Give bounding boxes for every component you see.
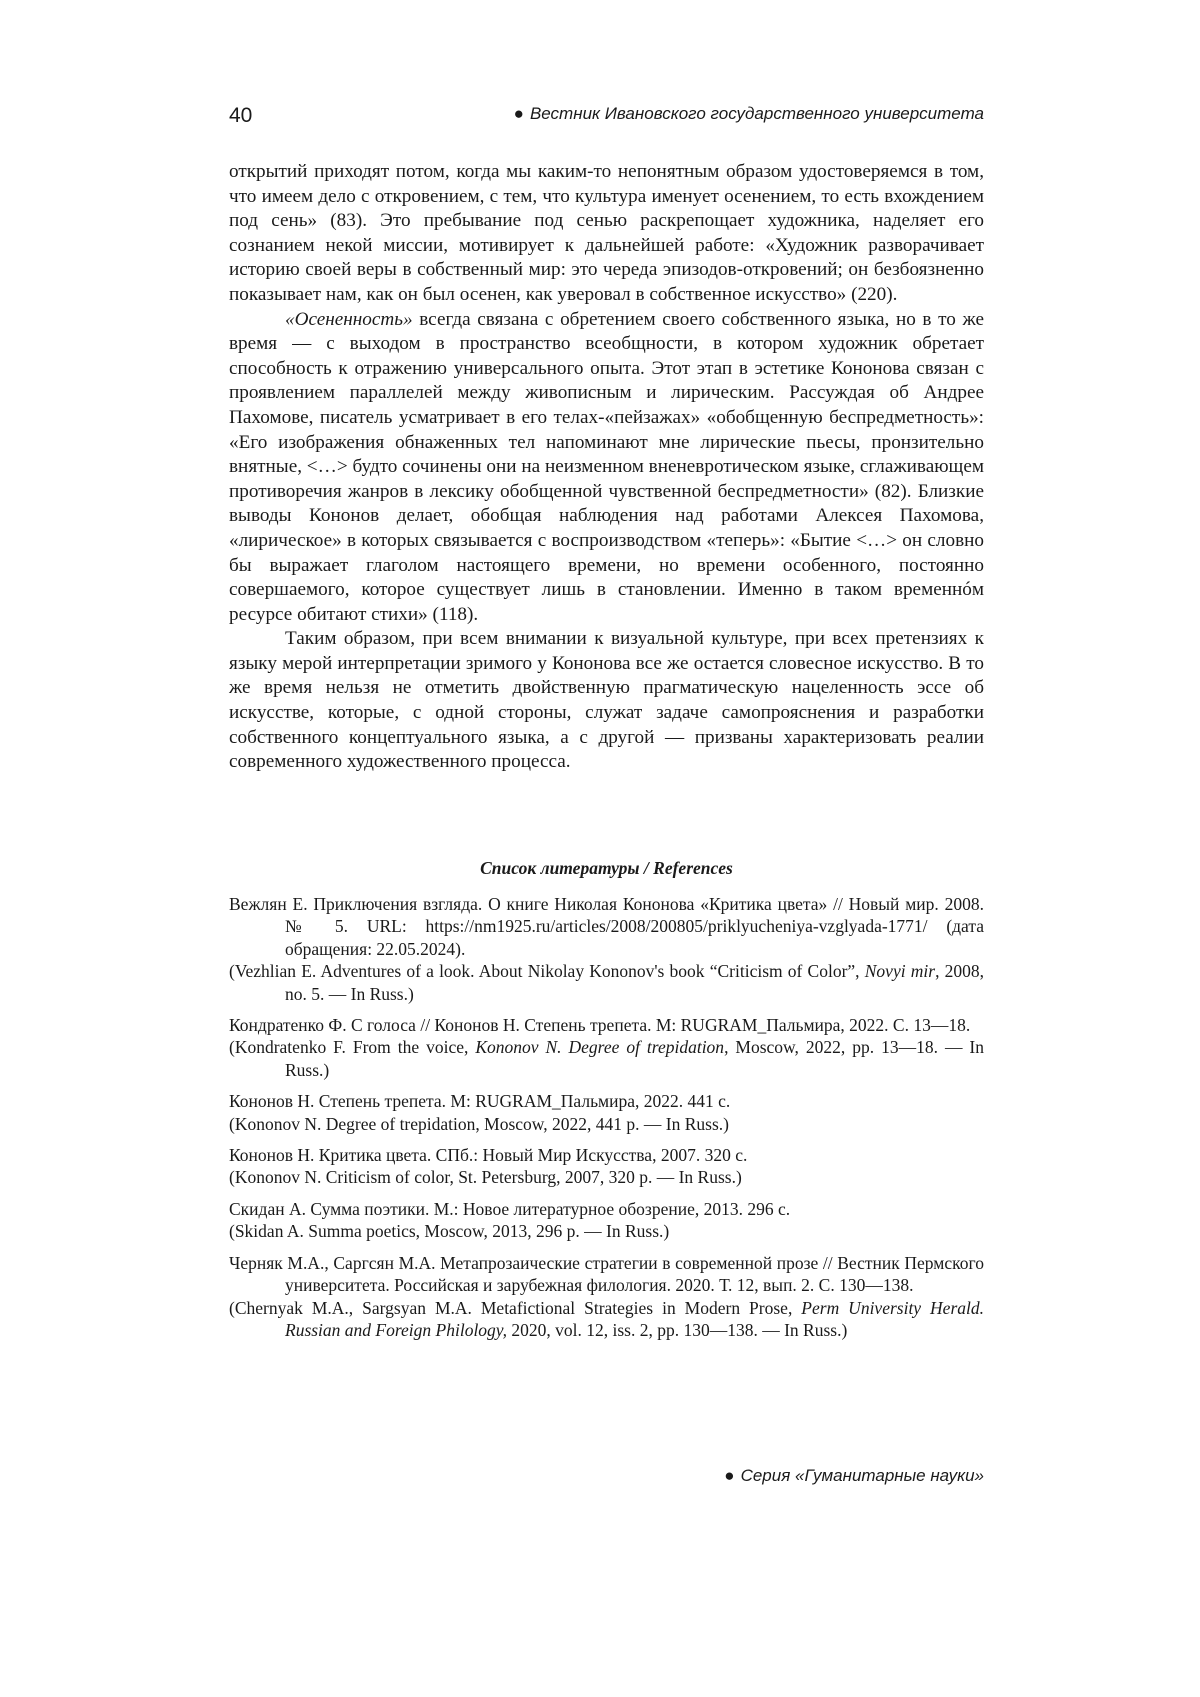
reference-ru: Кондратенко Ф. С голоса // Кононов Н. Степень трепета. М: RUGRAM_Пальмира, 2022. С. 13—18. bbox=[229, 1015, 971, 1036]
reference-entry bbox=[229, 1144, 984, 1189]
running-title bbox=[514, 104, 984, 124]
reference-en: (Kononov N. Degree of trepidation, Moscow, 2022, 441 p. — In Russ.) bbox=[229, 1113, 729, 1134]
reference-ru: Кононов Н. Критика цвета. СПб.: Новый Мир Искусства, 2007. 320 с. bbox=[229, 1145, 748, 1166]
reference-en-part: (Kondratenko F. From the voice, bbox=[229, 1037, 476, 1058]
reference-entry bbox=[229, 1198, 984, 1243]
reference-en-part: , 2008, no. 5. — In Russ.) bbox=[285, 961, 984, 1004]
reference-en bbox=[229, 960, 984, 1005]
reference-ru: Скидан А. Сумма поэтики. М.: Новое литературное обозрение, 2013. 296 с. bbox=[229, 1198, 791, 1219]
reference-ru: Кононов Н. Степень трепета. М: RUGRAM_Пальмира, 2022. 441 с. bbox=[229, 1091, 731, 1112]
reference-en-part: 2020, vol. 12, iss. 2, pp. 130—138. — In Russ.) bbox=[506, 1319, 848, 1340]
references-title: Список литературы / References bbox=[480, 858, 733, 878]
page-header bbox=[229, 100, 984, 132]
page-number: 40 bbox=[229, 104, 253, 127]
reference-en bbox=[229, 1036, 984, 1081]
reference-ru: Вежлян Е. Приключения взгляда. О книге Николая Кононова «Критика цвета» // Новый мир. 2008. № 5. URL: https://nm1925.ru/articles/2008/200805/priklyucheniya-vzglyada-1771/ (дата обращения: 22.05.2024). bbox=[229, 894, 984, 959]
reference-en-part: , Moscow, 2022, pp. 13—18. — In Russ.) bbox=[285, 1037, 984, 1080]
reference-en bbox=[229, 1297, 984, 1342]
paragraph-3: Таким образом, при всем внимании к визуальной культуре, при всех претензиях к языку мерой интерпретации зримого у Кононова все же остается словесное искусство. В то же время нельзя не отметить двойственную прагматическую нацеленность эссе об искусстве, которые, с одной стороны, служат задаче самопрояснения и разработки собственного концептуального языка, а с другой — призваны характеризовать реалии современного художественного процесса. bbox=[229, 628, 984, 773]
journal-title: Вестник Ивановского государственного университета bbox=[529, 104, 984, 123]
term-osenennost: «Осененность» bbox=[285, 308, 413, 330]
reference-en: (Kononov N. Criticism of color, St. Petersburg, 2007, 320 p. — In Russ.) bbox=[229, 1167, 742, 1188]
reference-en-part: (Vezhlian E. Adventures of a look. About Nikolay Kononov's book “Criticism of Color”, bbox=[229, 961, 865, 982]
article-body bbox=[229, 160, 984, 775]
reference-entry bbox=[229, 893, 984, 1005]
reference-entry bbox=[229, 1014, 984, 1081]
paragraph-2-text: всегда связана с обретением своего собственного языка, но в то же время — с выходом в пространство всеобщности, в котором художник обретает способность к отражению универсального опыта. Этот этап в эстетике Кононова связан с проявлением параллелей между живописным и лирическим. Рассуждая об Андрее Пахомове, писатель усматривает в его телах-«пейзажах» «обобщенную беспредметность»: «Его изображения обнаженных тел напоминают мне лирические пьесы, пронзительно внятные, <…> будто сочинены они на неизменном вненевротическом языке, сглаживающем противоречия жанров в лексику обобщенной чувственной беспредметности» (82). Близкие выводы Кононов делает, обобщая наблюдения над работами Алексея Пахомова, «лирическое» в которых связывается с воспроизводством «теперь»: «Бытие <…> он словно бы выражает глаголом настоящего времени, но времени особенного, постоянно совершаемого, которое существует лишь в становлении. Именно в таком временнóм ресурсе обитают стихи» (118). bbox=[229, 308, 984, 625]
page-footer bbox=[229, 1466, 984, 1486]
reference-ru: Черняк М.А., Саргсян М.А. Метапрозаические стратегии в современной прозе // Вестник Пермского университета. Российская и зарубежная филология. 2020. Т. 12, вып. 2. С. 130—138. bbox=[229, 1252, 984, 1296]
paragraph-1: открытий приходят потом, когда мы каким-то непонятным образом удостоверяемся в том, что имеем дело с откровением, с тем, что культура именует осенением, то есть вхождением под сень» (83). Это пребывание под сенью раскрепощает художника, наделяет его сознанием некой миссии, мотивирует к дальнейшей работе: «Художник разворачивает историю своей веры в собственный мир: это череда эпизодов-откровений; он безбоязненно показывает нам, как он был осенен, как уверовал в собственное искусство» (220). bbox=[229, 161, 984, 305]
reference-en-italic: Kononov N. Degree of trepidation bbox=[475, 1037, 725, 1058]
reference-en: (Skidan A. Summa poetics, Moscow, 2013, 296 p. — In Russ.) bbox=[229, 1221, 670, 1242]
reference-entry bbox=[229, 1252, 984, 1342]
reference-en-italic: Novyi mir bbox=[864, 961, 936, 982]
reference-entry bbox=[229, 1090, 984, 1135]
paragraph-2 bbox=[229, 308, 984, 628]
reference-en-part: (Chernyak M.A., Sargsyan M.A. Metafictional Strategies in Modern Prose, bbox=[229, 1297, 802, 1318]
bullet-icon: ● bbox=[724, 1466, 735, 1485]
references-list bbox=[229, 893, 984, 1350]
bullet-icon: ● bbox=[513, 104, 524, 123]
series-title: Серия «Гуманитарные науки» bbox=[740, 1466, 984, 1485]
reference-en-italic: Perm University Herald. Russian and Foreign Philology, bbox=[285, 1297, 984, 1340]
